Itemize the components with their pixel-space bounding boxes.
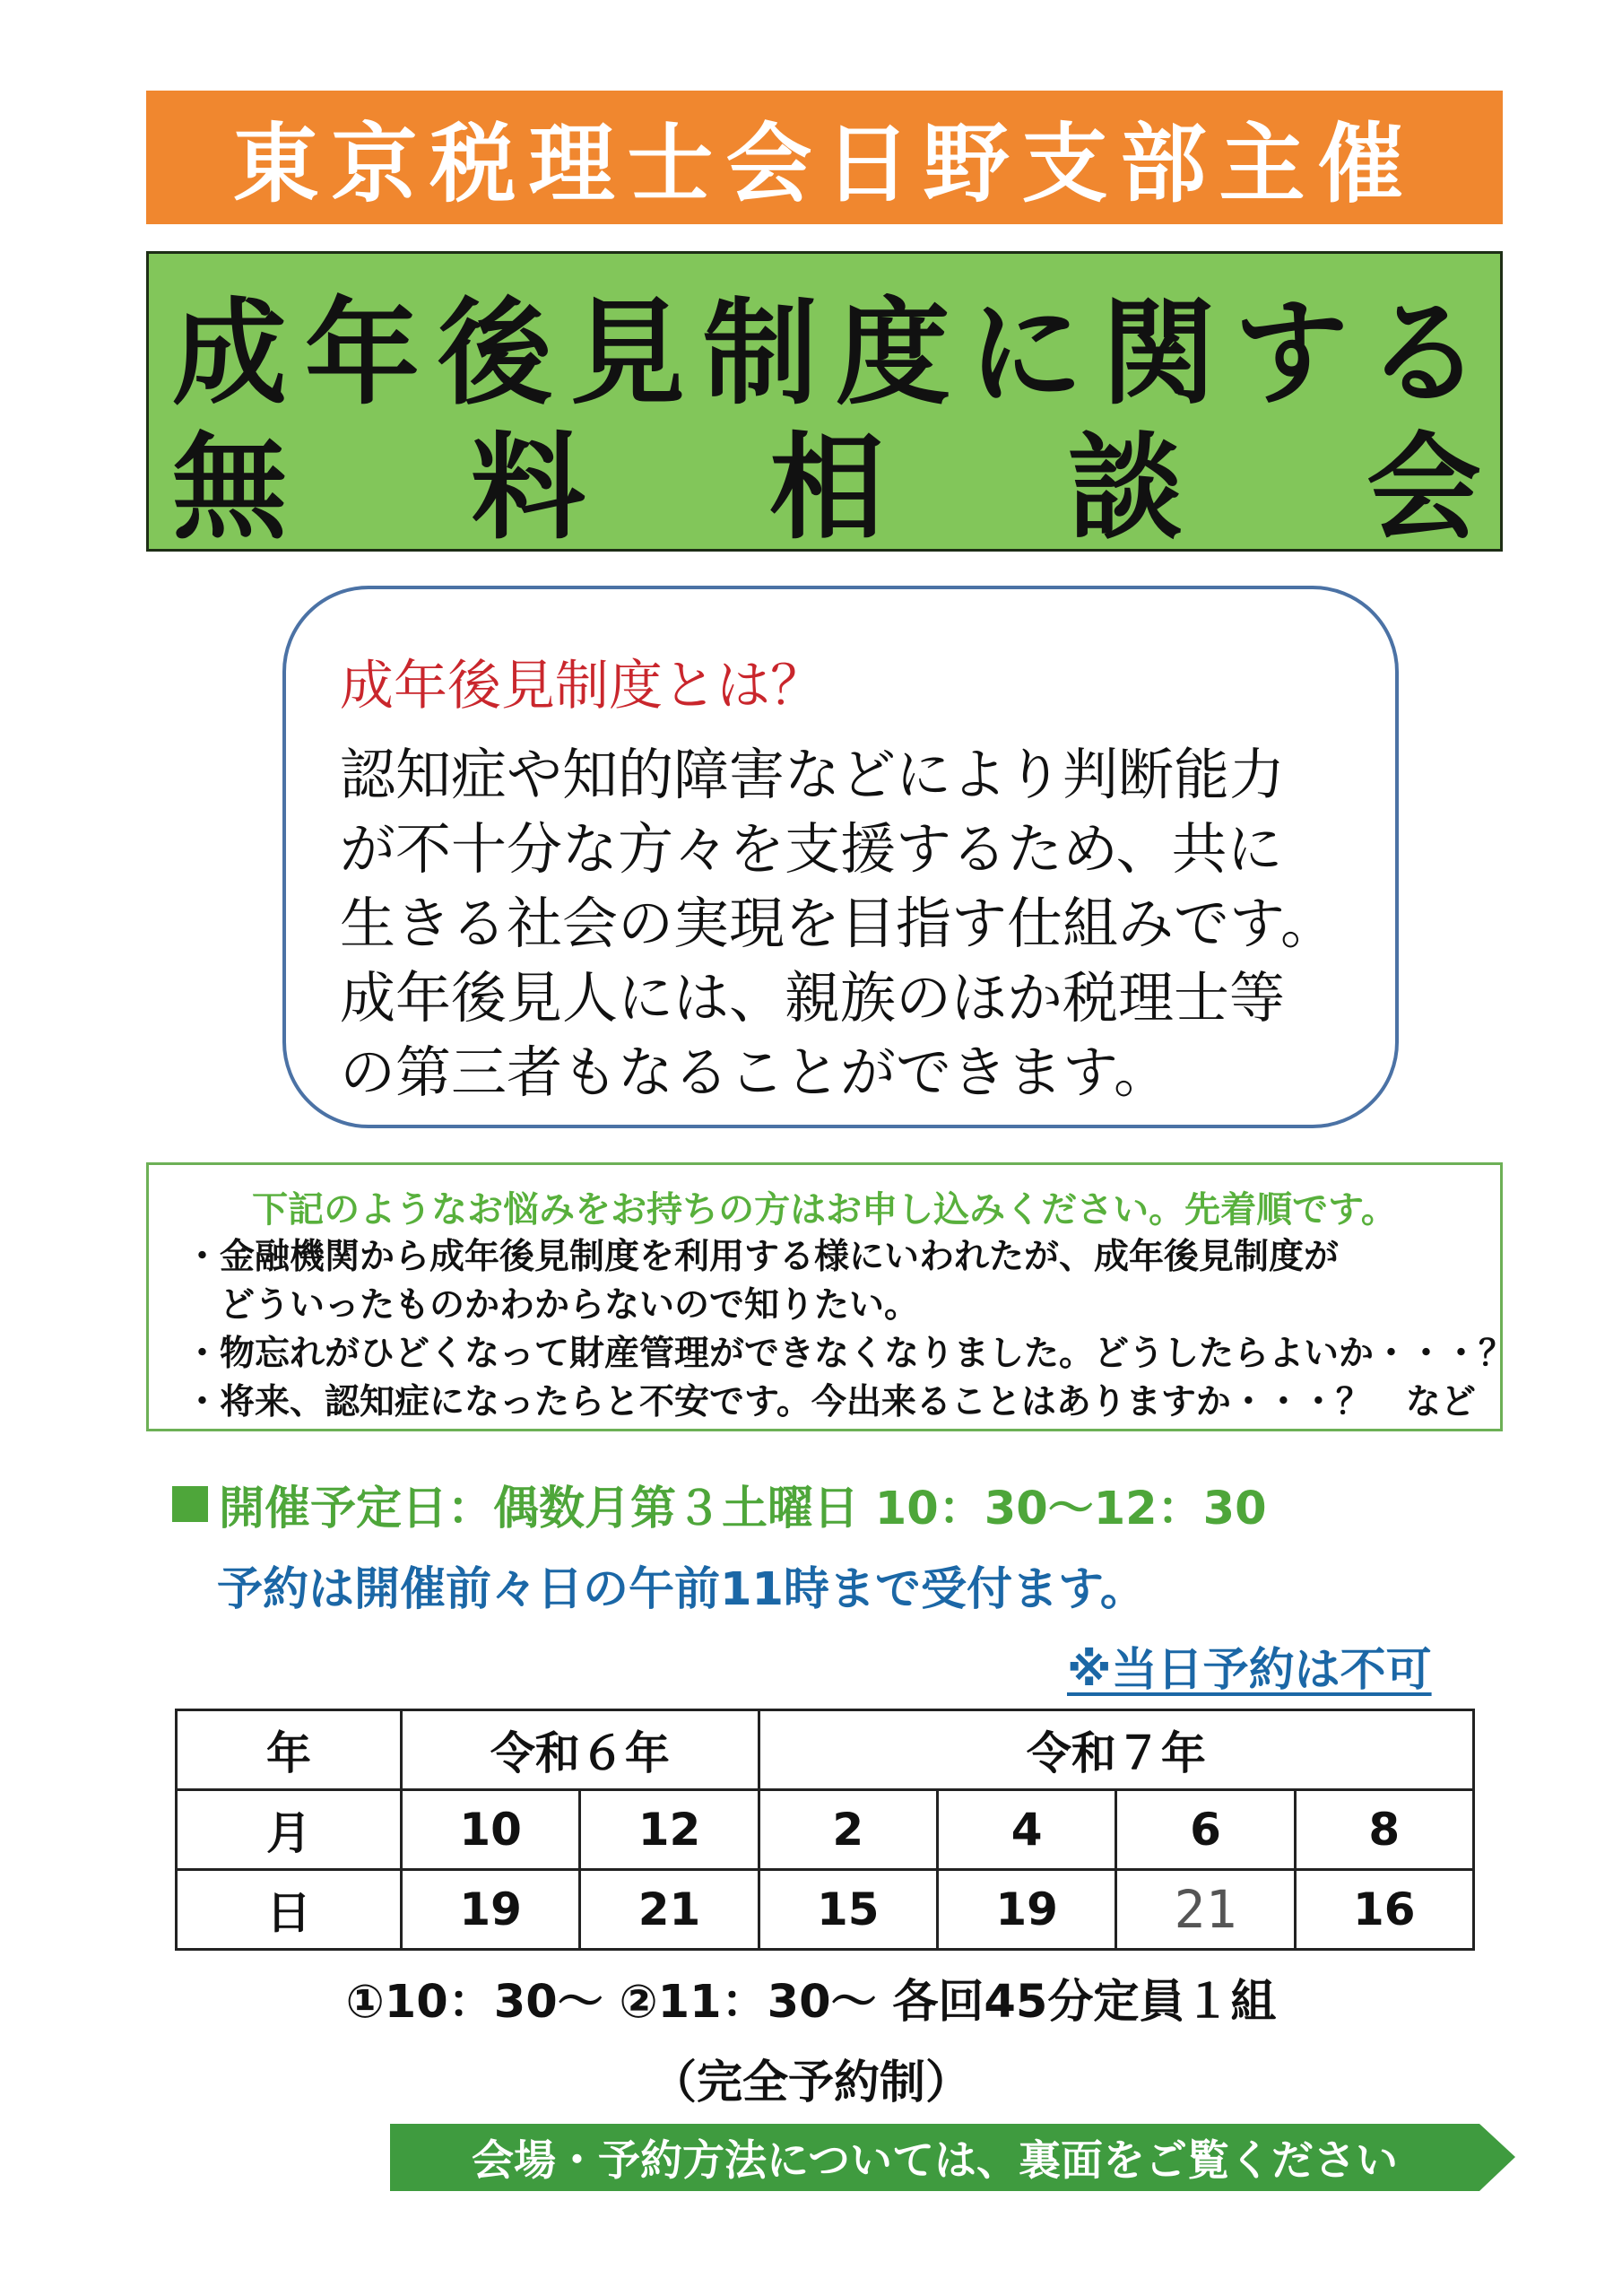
month-cell: 4	[937, 1790, 1115, 1870]
row-label-year: 年	[177, 1710, 402, 1790]
stamped-day: 21	[1174, 1879, 1237, 1940]
info-body	[340, 737, 1362, 1109]
schedule-table	[175, 1709, 1475, 1951]
worries-item: ・物忘れがひどくなって財産管理ができなくなりました。どうしたらよいか・・・？	[185, 1334, 1514, 1374]
info-line: 成年後見人には、親族のほか税理士等	[340, 965, 1286, 1031]
same-day-notice: ※当日予約は不可	[1067, 1644, 1432, 1697]
back-page-banner	[390, 2124, 1515, 2191]
info-heading: 成年後見制度とは？	[340, 655, 824, 718]
table-row-month	[177, 1790, 1474, 1870]
title-char: 後	[437, 287, 552, 421]
title-char: 相	[768, 422, 884, 555]
title-box	[146, 251, 1503, 555]
day-cell: 19	[402, 1870, 580, 1950]
session-times: ①10：30～ ②11：30～ 各回45分定員１組	[345, 1976, 1277, 2029]
title-char: 談	[1067, 422, 1183, 555]
month-cell: 2	[759, 1790, 937, 1870]
schedule-line	[172, 1471, 1267, 1537]
year-cell: 令和６年	[402, 1710, 759, 1790]
title-char: 度	[835, 287, 950, 421]
month-cell: 6	[1116, 1790, 1295, 1870]
month-cell: 12	[580, 1790, 759, 1870]
title-line-1	[172, 281, 1481, 421]
square-bullet-icon	[172, 1486, 208, 1522]
title-char: に	[967, 287, 1083, 421]
table-row-year	[177, 1710, 1474, 1790]
title-char: 見	[569, 287, 685, 421]
day-cell: 21	[580, 1870, 759, 1950]
title-char: 無	[172, 422, 288, 555]
worries-list	[185, 1233, 1514, 1427]
info-box	[282, 586, 1399, 1128]
day-cell: 19	[937, 1870, 1115, 1950]
back-notice-text: 会場・予約方法については、裏面をご覧ください	[471, 2136, 1399, 2186]
title-char: 会	[1366, 422, 1481, 555]
worries-item: ・金融機関から成年後見制度を利用する様にいわれたが、成年後見制度が	[185, 1237, 1340, 1277]
row-label-month: 月	[177, 1790, 402, 1870]
row-label-day: 日	[177, 1870, 402, 1950]
month-cell: 8	[1295, 1790, 1473, 1870]
banner-body	[390, 2124, 1479, 2191]
title-line-2	[172, 415, 1481, 555]
info-line: 認知症や知的障害などにより判断能力	[340, 742, 1286, 807]
info-line: が不十分な方々を支援するため、共に	[340, 816, 1283, 882]
worries-item: どういったものかわからないので知りたい。	[185, 1285, 920, 1326]
title-char: 制	[702, 287, 818, 421]
info-line: の第三者もなることができます。	[340, 1039, 1170, 1105]
title-char: す	[1233, 287, 1349, 421]
title-char: 年	[304, 287, 420, 421]
arrow-right-icon	[1479, 2124, 1515, 2191]
worries-item: ・将来、認知症になったらと不安です。今出来ることはありますか・・・？ など	[185, 1382, 1476, 1422]
day-cell: 16	[1295, 1870, 1473, 1950]
year-cell: 令和７年	[759, 1710, 1473, 1790]
reservation-deadline: 予約は開催前々日の午前11時まで受付ます。	[217, 1563, 1146, 1616]
worries-box	[146, 1162, 1514, 1431]
title-char: 関	[1100, 287, 1216, 421]
organizer-banner	[146, 91, 1503, 224]
day-cell: 15	[759, 1870, 937, 1950]
title-char: 成	[172, 287, 288, 421]
table-row-day	[177, 1870, 1474, 1950]
month-cell: 10	[402, 1790, 580, 1870]
title-char: 料	[470, 422, 585, 555]
schedule-text: 開催予定日：偶数月第３土曜日 10：30～12：30	[219, 1483, 1267, 1535]
organizer-text: 東京税理士会日野支部主催	[232, 114, 1417, 214]
day-cell	[1116, 1870, 1295, 1950]
title-char: る	[1366, 287, 1481, 421]
reservation-system: （完全予約制）	[650, 2057, 971, 2109]
worries-heading: 下記のようなお悩みをお持ちの方はお申し込みください。先着順です。	[252, 1189, 1397, 1231]
info-line: 生きる社会の実現を目指す仕組みです。	[340, 891, 1337, 956]
